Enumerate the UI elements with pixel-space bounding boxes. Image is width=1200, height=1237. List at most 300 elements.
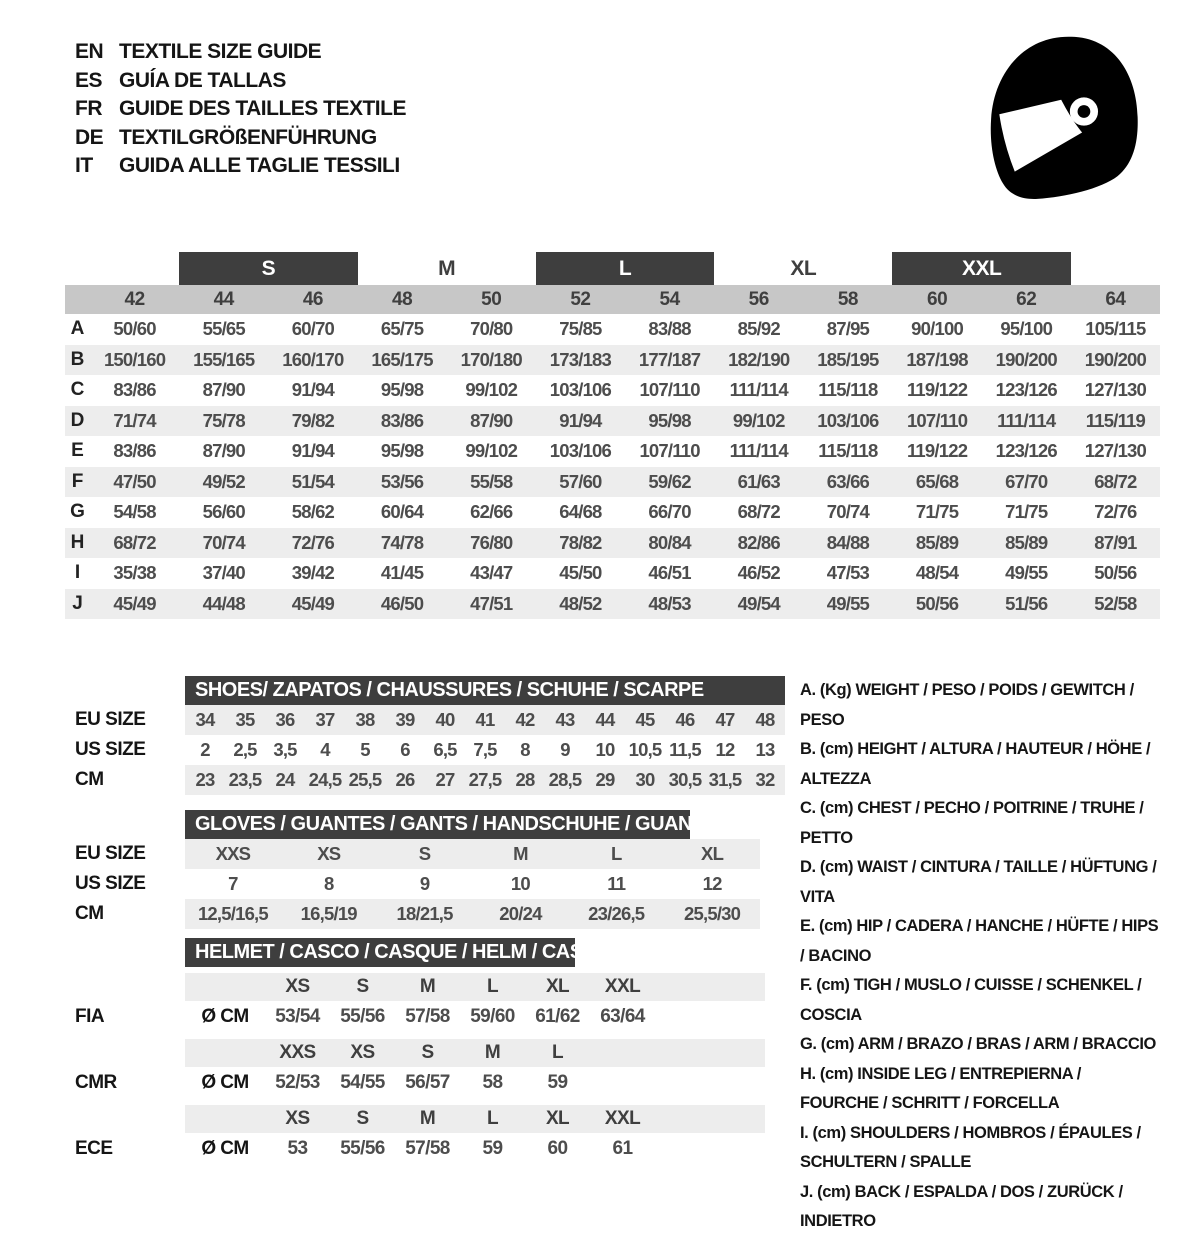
- helmet-size-label: XS: [285, 976, 310, 997]
- size-value: 53: [287, 1138, 308, 1159]
- size-value: 95/100: [1000, 318, 1053, 340]
- size-value: 37: [315, 709, 335, 730]
- row-letter: E: [71, 440, 84, 462]
- size-column-52: 52: [570, 288, 591, 310]
- size-value: 53/56: [380, 470, 424, 492]
- size-value: 51/56: [1005, 592, 1048, 614]
- size-value: 2: [200, 739, 210, 760]
- size-value: 45/50: [559, 562, 602, 584]
- helmet-size-band-ece: [185, 1105, 765, 1133]
- row-label: EU SIZE: [75, 843, 146, 864]
- language-code: FR: [75, 97, 102, 121]
- size-value: 57/58: [405, 1006, 450, 1027]
- legend-item: F. (cm) TIGH / MUSLO / CUISSE / SCHENKEL / COSCIA: [800, 976, 1142, 1024]
- size-value: 90/100: [911, 318, 963, 340]
- size-value: 71/74: [113, 409, 156, 431]
- size-value: 56/60: [202, 501, 245, 523]
- size-value: 111/114: [997, 409, 1056, 431]
- language-title: GUÍA DE TALLAS: [119, 68, 286, 92]
- size-value: 85/89: [1005, 531, 1048, 553]
- size-value: 49/52: [202, 470, 245, 492]
- helmet-size-label: XXL: [604, 976, 641, 997]
- size-value: 95/98: [380, 379, 424, 401]
- row-letter: F: [71, 470, 84, 492]
- legend-item: D. (cm) WAIST / CINTURA / TAILLE / HÜFTUNG / VITA: [800, 858, 1157, 906]
- size-value: 38: [355, 709, 375, 730]
- band-spacer: [65, 285, 90, 314]
- size-value: 44: [595, 709, 615, 730]
- size-value: 35/38: [113, 562, 156, 584]
- measurement-row-D: [65, 406, 1160, 437]
- shoes-values: [185, 735, 785, 765]
- size-value: 173/183: [549, 348, 612, 370]
- size-value: 27,5: [468, 769, 502, 790]
- size-value: 10: [595, 739, 615, 760]
- size-value: 84/88: [826, 531, 870, 553]
- size-value: 6: [400, 739, 410, 760]
- size-value: 91/94: [291, 379, 335, 401]
- size-value: 23: [195, 769, 215, 790]
- size-value: 107/110: [639, 440, 700, 462]
- size-value: 107/110: [639, 379, 700, 401]
- size-value: 99/102: [732, 409, 785, 431]
- size-value: 51/54: [291, 470, 335, 492]
- size-value: 16,5/19: [300, 903, 357, 924]
- size-value: 47: [715, 709, 735, 730]
- language-row: [75, 67, 406, 96]
- size-value: 50/56: [1094, 562, 1137, 584]
- size-value: 99/102: [465, 379, 518, 401]
- size-value: 8: [520, 739, 530, 760]
- size-value: 61/62: [535, 1006, 580, 1027]
- row-letter: B: [70, 348, 85, 370]
- legend-item: H. (cm) INSIDE LEG / ENTREPIERNA / FOURCHE / SCHRITT / FORCELLA: [800, 1064, 1081, 1112]
- size-value: L: [610, 843, 622, 864]
- size-value: 39/42: [291, 562, 335, 584]
- helmet-size-label: S: [356, 1108, 369, 1129]
- size-value: 49/55: [826, 592, 870, 614]
- size-value: 123/126: [995, 379, 1057, 401]
- size-value: 85/92: [737, 318, 780, 340]
- measurement-row-A: [65, 314, 1160, 345]
- size-value: 115/119: [1085, 409, 1146, 431]
- size-value: 12: [702, 873, 722, 894]
- size-value: 107/110: [906, 409, 968, 431]
- size-value: 8: [323, 873, 334, 894]
- size-value: 55/56: [340, 1006, 385, 1027]
- size-value: 18/21,5: [396, 903, 453, 924]
- language-code: EN: [75, 40, 104, 64]
- row-letter: D: [70, 409, 85, 431]
- row-letter: G: [70, 501, 85, 523]
- size-value: 83/86: [380, 409, 424, 431]
- size-column-44: 44: [213, 288, 234, 310]
- size-value: S: [418, 843, 431, 864]
- size-value: 9: [419, 873, 430, 894]
- size-value: 49/54: [737, 592, 780, 614]
- legend-item: G. (cm) ARM / BRAZO / BRAS / ARM / BRACCIO: [800, 1035, 1156, 1053]
- size-value: 46: [675, 709, 695, 730]
- helmet-size-label: S: [356, 976, 369, 997]
- size-value: 80/84: [648, 531, 691, 553]
- size-value: 119/122: [906, 440, 968, 462]
- gloves-values: [185, 869, 760, 899]
- size-value: 5: [360, 739, 370, 760]
- measurement-row-C: [65, 375, 1160, 406]
- size-value: 59: [482, 1138, 503, 1159]
- size-value: 28: [515, 769, 535, 790]
- size-value: 190/200: [995, 348, 1057, 370]
- legend-item: B. (cm) HEIGHT / ALTURA / HAUTEUR / HÖHE / ALTEZZA: [800, 740, 1151, 788]
- size-value: 127/130: [1084, 440, 1147, 462]
- language-title: TEXTILGRÖßENFÜHRUNG: [119, 125, 377, 149]
- band-spacer: [185, 973, 265, 1001]
- size-value: 57/60: [559, 470, 602, 492]
- size-value: 182/190: [728, 348, 790, 370]
- size-value: 12,5/16,5: [197, 903, 268, 924]
- band-spacer: [185, 1039, 265, 1067]
- size-column-42: 42: [124, 288, 145, 310]
- row-label: EU SIZE: [75, 709, 146, 730]
- size-value: 59/60: [470, 1006, 515, 1027]
- size-value: 28,5: [548, 769, 582, 790]
- size-value: 25,5: [348, 769, 382, 790]
- helmet-size-label: XL: [545, 1108, 570, 1129]
- size-value: 30,5: [668, 769, 702, 790]
- row-label: CM: [75, 769, 104, 790]
- size-value: 25,5/30: [684, 903, 741, 924]
- size-value: 177/187: [638, 348, 701, 370]
- size-value: 67/70: [1005, 470, 1048, 492]
- row-letter: H: [70, 531, 85, 553]
- diameter-cm-label: Ø CM: [201, 1138, 249, 1159]
- helmet-size-label: XS: [285, 1108, 310, 1129]
- helmet-size-label: L: [551, 1042, 563, 1063]
- size-value: 119/122: [906, 379, 968, 401]
- size-column-58: 58: [837, 288, 858, 310]
- size-value: 11: [607, 873, 626, 894]
- shoes-values: [185, 705, 785, 735]
- legend-item: C. (cm) CHEST / PECHO / POITRINE / TRUHE / PETTO: [800, 799, 1144, 847]
- measurement-row-I: [65, 558, 1160, 589]
- language-row: [75, 152, 406, 181]
- size-value: 123/126: [995, 440, 1057, 462]
- size-value: 37/40: [202, 562, 245, 584]
- size-value: 95/98: [380, 440, 424, 462]
- size-value: 43: [555, 709, 575, 730]
- language-row: [75, 38, 406, 67]
- language-code: ES: [75, 68, 103, 92]
- size-value: 34: [195, 709, 215, 730]
- helmet-values: [185, 1133, 765, 1165]
- size-column-46: 46: [302, 288, 323, 310]
- size-value: 87/95: [826, 318, 870, 340]
- size-value: 2,5: [233, 739, 257, 760]
- size-value: 47/51: [470, 592, 513, 614]
- size-value: 63/66: [826, 470, 870, 492]
- size-value: 58/62: [291, 501, 335, 523]
- size-value: 50/56: [915, 592, 959, 614]
- size-value: XS: [317, 843, 341, 864]
- size-value: 43/47: [470, 562, 513, 584]
- size-column-60: 60: [927, 288, 948, 310]
- textile-size-table: [65, 252, 1160, 619]
- size-value: 57/58: [405, 1138, 450, 1159]
- row-letter: I: [74, 562, 81, 584]
- size-value: 103/106: [549, 379, 612, 401]
- size-value: 10: [510, 873, 530, 894]
- measurement-row-H: [65, 528, 1160, 559]
- size-value: 47/50: [113, 470, 156, 492]
- helmet-size-label: XXS: [279, 1042, 316, 1063]
- size-value: 10,5: [628, 739, 662, 760]
- size-group-M: M: [438, 256, 456, 280]
- size-value: 58: [482, 1072, 503, 1093]
- row-letter: C: [70, 379, 85, 401]
- size-value: 41: [475, 709, 495, 730]
- size-value: 74/78: [380, 531, 424, 553]
- size-value: M: [513, 843, 528, 864]
- row-label: US SIZE: [75, 873, 146, 894]
- size-value: 29: [595, 769, 615, 790]
- size-column-64: 64: [1105, 288, 1126, 310]
- size-value: 65/68: [915, 470, 959, 492]
- size-value: 85/89: [915, 531, 959, 553]
- band-spacer: [185, 1105, 265, 1133]
- size-value: 127/130: [1084, 379, 1147, 401]
- size-value: 49/55: [1005, 562, 1048, 584]
- size-value: 83/86: [113, 440, 156, 462]
- size-value: 78/82: [559, 531, 602, 553]
- size-value: 7,5: [473, 739, 497, 760]
- legend-item: J. (cm) BACK / ESPALDA / DOS / ZURÜCK / INDIETRO: [800, 1182, 1123, 1230]
- gloves-values: [185, 839, 760, 869]
- size-value: 76/80: [470, 531, 513, 553]
- size-value: 87/90: [470, 409, 513, 431]
- size-value: 150/160: [103, 348, 166, 370]
- measurement-row-G: [65, 497, 1160, 528]
- size-column-48: 48: [392, 288, 413, 310]
- size-value: 52/53: [275, 1072, 320, 1093]
- size-value: 44/48: [202, 592, 245, 614]
- helmet-size-band-cmr: [185, 1039, 765, 1067]
- language-row: [75, 95, 406, 124]
- size-value: 48/54: [915, 562, 959, 584]
- measurement-row-E: [65, 436, 1160, 467]
- size-value: 61: [612, 1138, 633, 1159]
- size-value: 46/50: [380, 592, 424, 614]
- size-value: 160/170: [282, 348, 344, 370]
- helmet-size-label: M: [419, 1108, 436, 1129]
- language-code: DE: [75, 125, 104, 149]
- size-value: 68/72: [113, 531, 156, 553]
- standard-label: CMR: [75, 1072, 117, 1093]
- language-title: GUIDE DES TAILLES TEXTILE: [119, 97, 406, 121]
- size-value: 155/165: [193, 348, 255, 370]
- size-value: 23/26,5: [588, 903, 645, 924]
- diameter-cm-label: Ø CM: [201, 1006, 249, 1027]
- size-value: 4: [320, 739, 330, 760]
- size-value: 45/49: [113, 592, 156, 614]
- size-value: 36: [275, 709, 295, 730]
- size-value: 32: [755, 769, 775, 790]
- size-value: 82/86: [737, 531, 780, 553]
- size-value: 75/85: [559, 318, 602, 340]
- size-column-62: 62: [1016, 288, 1037, 310]
- size-value: 6,5: [433, 739, 457, 760]
- helmet-size-label: M: [484, 1042, 501, 1063]
- row-label: CM: [75, 903, 104, 924]
- language-code: IT: [75, 154, 93, 178]
- size-value: 24: [275, 769, 295, 790]
- size-value: 48/53: [648, 592, 691, 614]
- size-value: 46/52: [737, 562, 780, 584]
- size-value: 12: [715, 739, 735, 760]
- language-title: TEXTILE SIZE GUIDE: [119, 40, 322, 64]
- size-value: 26: [395, 769, 415, 790]
- size-value: 46/51: [648, 562, 691, 584]
- size-value: 54/55: [340, 1072, 385, 1093]
- size-value: 20/24: [499, 903, 542, 924]
- size-value: 83/86: [113, 379, 156, 401]
- helmet-size-label: L: [486, 976, 498, 997]
- row-label: US SIZE: [75, 739, 146, 760]
- language-title: GUIDA ALLE TAGLIE TESSILI: [119, 154, 400, 178]
- helmet-values: [185, 1067, 765, 1099]
- standard-label: FIA: [75, 1006, 105, 1027]
- shoes-values: [185, 765, 785, 795]
- size-value: 71/75: [915, 501, 959, 523]
- size-value: 72/76: [291, 531, 335, 553]
- size-value: 59: [547, 1072, 568, 1093]
- size-value: 111/114: [729, 379, 788, 401]
- size-value: 87/90: [202, 440, 245, 462]
- size-value: 54/58: [113, 501, 156, 523]
- size-value: 59/62: [648, 470, 691, 492]
- size-value: 170/180: [460, 348, 522, 370]
- legend-item: I. (cm) SHOULDERS / HOMBROS / ÉPAULES / SCHULTERN / SPALLE: [800, 1123, 1141, 1171]
- size-value: 111/114: [729, 440, 788, 462]
- size-value: 185/195: [817, 348, 879, 370]
- legend-item: E. (cm) HIP / CADERA / HANCHE / HÜFTE / HIPS / BACINO: [800, 917, 1159, 965]
- gloves-header-bar: GLOVES / GUANTES / GANTS / HANDSCHUHE / GUANTI: [185, 810, 690, 839]
- size-value: 87/91: [1094, 531, 1137, 553]
- shoes-header-bar: SHOES/ ZAPATOS / CHAUSSURES / SCHUHE / SCARPE: [185, 676, 785, 705]
- size-value: 55/58: [470, 470, 513, 492]
- size-value: 47/53: [826, 562, 870, 584]
- size-value: 24,5: [308, 769, 342, 790]
- size-value: 66/70: [648, 501, 691, 523]
- size-value: 60/64: [380, 501, 424, 523]
- helmet-header-bar: HELMET / CASCO / CASQUE / HELM / CASCO: [185, 938, 575, 967]
- size-value: 11,5: [669, 739, 701, 760]
- size-value: 62/66: [470, 501, 513, 523]
- size-value: 3,5: [273, 739, 297, 760]
- row-letter: J: [72, 592, 83, 614]
- size-value: 27: [435, 769, 455, 790]
- size-column-54: 54: [659, 288, 680, 310]
- size-group-L: L: [536, 252, 714, 285]
- size-value: 31,5: [708, 769, 742, 790]
- racing-helmet-icon: [972, 26, 1154, 208]
- measurement-rows: [65, 314, 1160, 619]
- size-value: 7: [228, 873, 238, 894]
- measurement-row-J: [65, 589, 1160, 620]
- size-value: 42: [515, 709, 535, 730]
- size-value: 83/88: [648, 318, 691, 340]
- size-value: 75/78: [202, 409, 245, 431]
- size-value: 99/102: [465, 440, 518, 462]
- size-value: 70/80: [470, 318, 513, 340]
- size-value: 68/72: [737, 501, 780, 523]
- gloves-values: [185, 899, 760, 929]
- size-value: 71/75: [1005, 501, 1048, 523]
- size-value: 105/115: [1085, 318, 1146, 340]
- size-column-50: 50: [481, 288, 502, 310]
- size-group-S: S: [179, 252, 357, 285]
- size-value: 23,5: [228, 769, 262, 790]
- helmet-size-label: XL: [545, 976, 570, 997]
- size-value: 103/106: [817, 409, 879, 431]
- size-column-56: 56: [748, 288, 769, 310]
- diameter-cm-label: Ø CM: [201, 1072, 249, 1093]
- size-value: 35: [235, 709, 255, 730]
- size-value: 39: [395, 709, 415, 730]
- size-value: 187/198: [906, 348, 968, 370]
- size-value: 60/70: [291, 318, 335, 340]
- measurement-legend: [800, 676, 1162, 1237]
- size-value: 68/72: [1094, 470, 1137, 492]
- size-value: 70/74: [826, 501, 870, 523]
- size-group-XL: XL: [790, 256, 817, 280]
- language-list: [75, 38, 406, 181]
- size-group-XXL: XXL: [892, 252, 1070, 285]
- size-value: 30: [635, 769, 655, 790]
- size-value: 95/98: [648, 409, 691, 431]
- measurement-row-F: [65, 467, 1160, 498]
- size-value: 61/63: [737, 470, 780, 492]
- size-value: 103/106: [549, 440, 612, 462]
- size-value: 64/68: [559, 501, 602, 523]
- helmet-values: [185, 1001, 765, 1033]
- size-value: 41/45: [380, 562, 424, 584]
- size-value: 190/200: [1084, 348, 1147, 370]
- size-value: 40: [435, 709, 455, 730]
- size-value: 55/65: [202, 318, 245, 340]
- standard-label: ECE: [75, 1138, 113, 1159]
- row-letter: A: [70, 318, 85, 340]
- helmet-size-label: XXL: [604, 1108, 641, 1129]
- size-value: 115/118: [818, 379, 878, 401]
- language-row: [75, 124, 406, 153]
- helmet-size-band-fia: [185, 973, 765, 1001]
- size-value: 52/58: [1094, 592, 1137, 614]
- size-value: 72/76: [1094, 501, 1137, 523]
- size-value: 63/64: [600, 1006, 645, 1027]
- size-value: 87/90: [202, 379, 245, 401]
- size-value: 9: [560, 739, 570, 760]
- size-value: 55/56: [340, 1138, 385, 1159]
- size-value: 91/94: [559, 409, 602, 431]
- legend-item: A. (Kg) WEIGHT / PESO / POIDS / GEWITCH / PESO: [800, 681, 1134, 729]
- size-value: 165/175: [371, 348, 433, 370]
- size-value: 60: [547, 1138, 568, 1159]
- measurement-row-B: [65, 345, 1160, 376]
- size-value: 53/54: [275, 1006, 320, 1027]
- size-value: 115/118: [818, 440, 878, 462]
- size-value: XL: [701, 843, 724, 864]
- helmet-size-label: S: [421, 1042, 434, 1063]
